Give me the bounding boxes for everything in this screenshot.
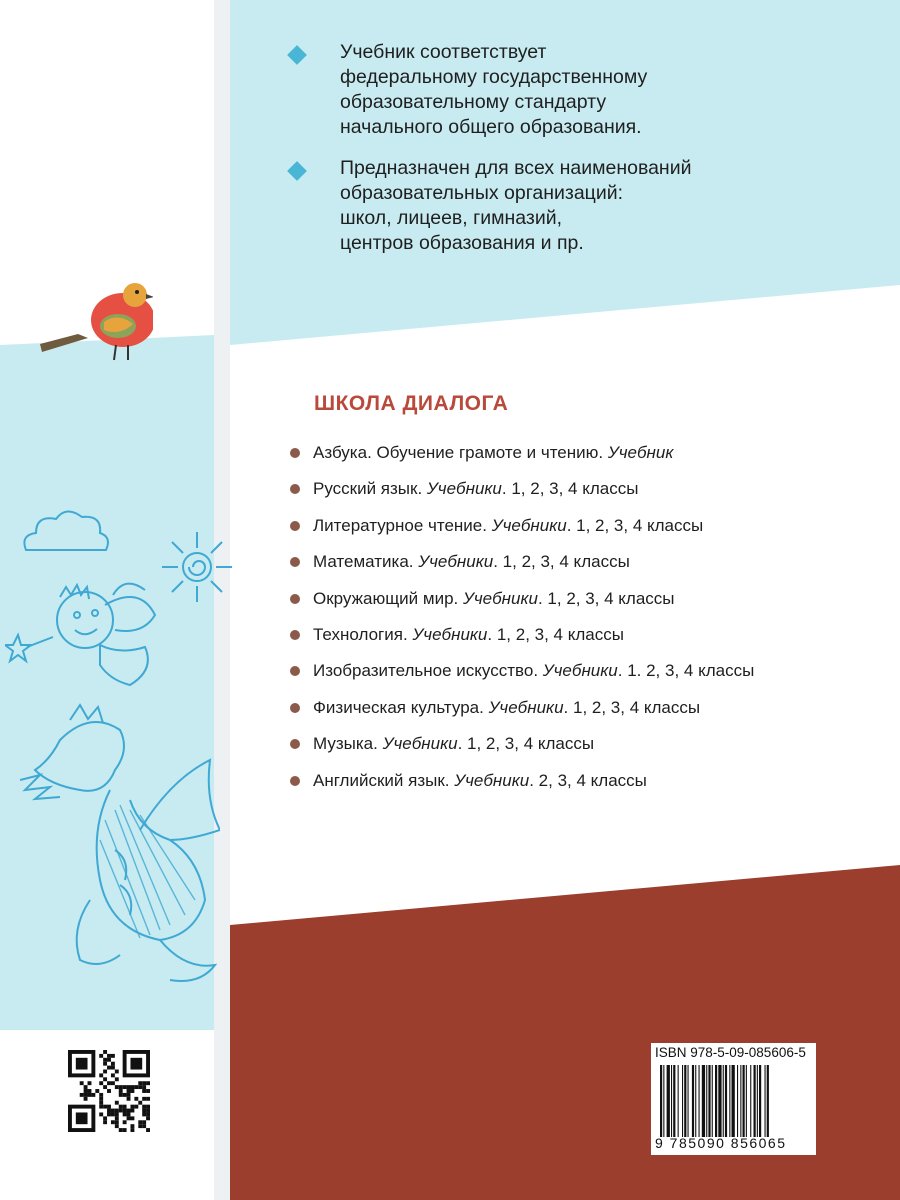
- book-grades: . 1, 2, 3, 4 классы: [457, 734, 595, 754]
- list-item: [290, 443, 890, 479]
- book-grades: . 1, 2, 3, 4 классы: [501, 479, 639, 499]
- list-item: [290, 479, 890, 515]
- list-item: [290, 516, 890, 552]
- book-kind: Учебники: [488, 697, 564, 717]
- book-subject: Литературное чтение.: [313, 515, 492, 535]
- isbn-label: ISBN 978-5-09-085606-5: [655, 1045, 806, 1060]
- list-item: [290, 589, 890, 625]
- list-item: [290, 552, 890, 588]
- list-item: [290, 734, 890, 770]
- cloud-drawing: [18, 505, 113, 555]
- bullet-dot-icon: [290, 594, 300, 604]
- book-subject: Музыка.: [313, 734, 383, 754]
- book-grades: . 1, 2, 3, 4 классы: [487, 624, 624, 644]
- book-list: [290, 443, 890, 807]
- list-item: [290, 771, 890, 807]
- book-kind: Учебник: [607, 443, 674, 462]
- book-subject: Азбука. Обучение грамоте и чтению.: [313, 443, 608, 462]
- book-subject: Физическая культура.: [313, 697, 489, 717]
- book-kind: Учебники: [491, 515, 567, 535]
- book-grades: . 1, 2, 3, 4 классы: [563, 697, 701, 717]
- book-subject: Технология.: [313, 624, 413, 644]
- bullet-dot-icon: [290, 630, 300, 640]
- book-subject: Математика.: [313, 552, 419, 572]
- book-grades: . 1, 2, 3, 4 классы: [537, 588, 675, 608]
- book-kind: Учебники: [426, 479, 502, 499]
- bullet-dot-icon: [290, 703, 300, 713]
- book-kind: Учебники: [382, 734, 458, 754]
- bullet-dot-icon: [290, 448, 300, 458]
- book-subject: Английский язык.: [313, 770, 455, 790]
- qr-code-icon: [68, 1050, 150, 1132]
- book-grades: . 1, 2, 3, 4 классы: [566, 515, 704, 535]
- isbn-digits: 9 785090 856065: [655, 1135, 787, 1151]
- book-kind: Учебники: [462, 588, 538, 608]
- bullet-dot-icon: [290, 739, 300, 749]
- dragon-drawing: [20, 700, 220, 1000]
- list-item: [290, 625, 890, 661]
- fairy-drawing: [5, 575, 175, 705]
- bullet-dot-icon: [290, 666, 300, 676]
- book-kind: Учебники: [418, 552, 494, 572]
- bullet-dot-icon: [290, 557, 300, 567]
- book-kind: Учебники: [542, 661, 618, 681]
- book-subject: Русский язык.: [313, 479, 427, 499]
- barcode-icon: [659, 1065, 809, 1137]
- book-grades: . 1, 2, 3, 4 классы: [493, 552, 630, 572]
- bird-illustration: [38, 272, 153, 367]
- book-kind: Учебники: [412, 624, 488, 644]
- book-subject: Окружающий мир.: [313, 588, 463, 608]
- bullet-dot-icon: [290, 776, 300, 786]
- fgos-compliance-note: Учебник соответствует федеральному государственному образовательному стандарту начального общего образования.: [340, 41, 648, 138]
- isbn-barcode-block: [651, 1043, 816, 1155]
- book-kind: Учебники: [454, 770, 530, 790]
- bullet-dot-icon: [290, 521, 300, 531]
- list-item: [290, 661, 890, 697]
- bullet-dot-icon: [290, 484, 300, 494]
- list-item: [290, 698, 890, 734]
- series-title: ШКОЛА ДИАЛОГА: [314, 392, 509, 415]
- book-grades: . 1. 2, 3, 4 классы: [617, 661, 755, 681]
- audience-note: Предназначен для всех наименований образовательных организаций: школ, лицеев, гимназий, центров образования и пр.: [340, 157, 692, 254]
- book-grades: . 2, 3, 4 классы: [529, 770, 647, 790]
- book-subject: Изобразительное искусство.: [313, 661, 543, 681]
